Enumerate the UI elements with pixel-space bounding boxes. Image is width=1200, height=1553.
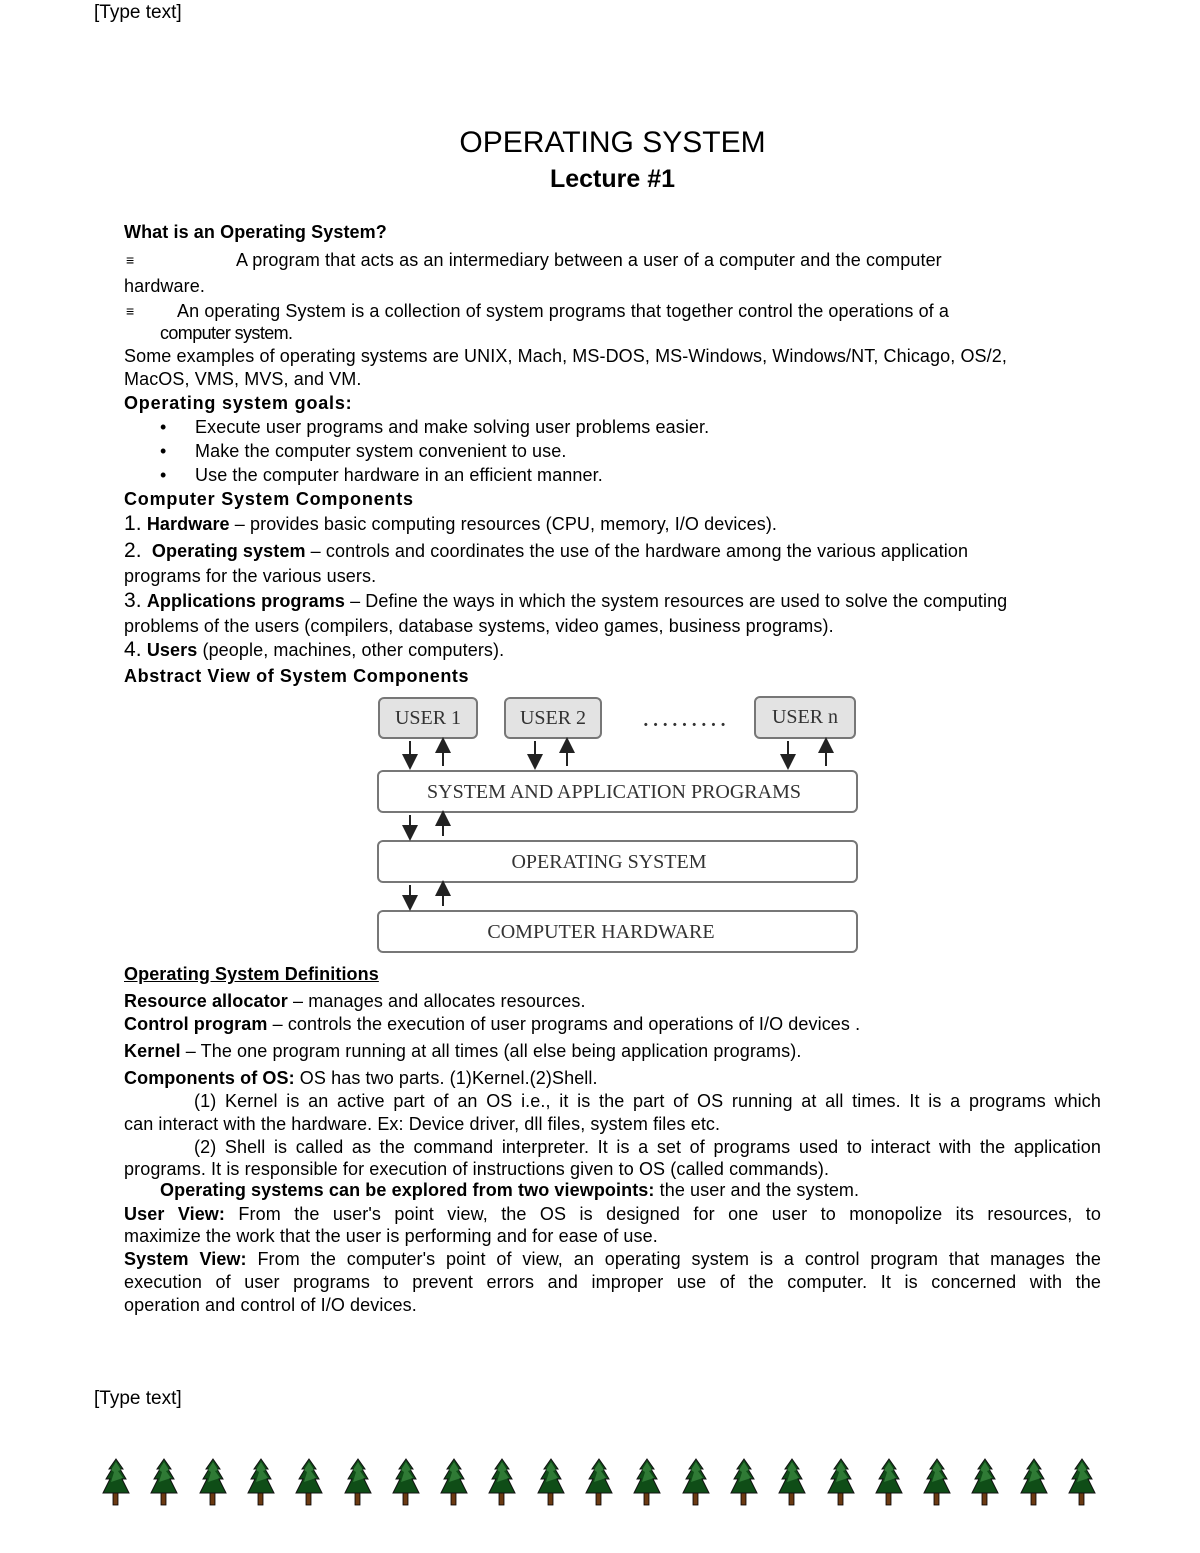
paragraph-line: execution of user programs to prevent errors and improper use of the computer. It is concerned with the [124,1272,1101,1292]
paragraph-line: problems of the users (compilers, database systems, video games, business programs). [124,616,834,636]
tree-icon [584,1458,614,1506]
tree-icon [970,1458,1000,1506]
bullet-dot: • [160,441,167,461]
definition: Kernel – The one program running at all times (all else being application programs). [124,1041,802,1061]
page-title: OPERATING SYSTEM [459,126,766,159]
list-item: 3. Applications programs – Define the ways in which the system resources are used to solve the computing [124,589,1008,612]
tree-icon [922,1458,952,1506]
layer-label: COMPUTER HARDWARE [487,921,715,943]
section-heading: Operating System Definitions [124,964,379,984]
tree-icon [536,1458,566,1506]
tree-icon [632,1458,662,1506]
paragraph-line: operation and control of I/O devices. [124,1295,417,1315]
section-heading: Computer System Components [124,489,414,509]
tree-icon [1067,1458,1097,1506]
tree-icon [681,1458,711,1506]
tree-icon [777,1458,807,1506]
tree-icon [343,1458,373,1506]
tree-icon [874,1458,904,1506]
bullet-dot: • [160,465,167,485]
paragraph-line: A program that acts as an intermediary between a user of a computer and the computer [236,250,942,270]
layer-label: OPERATING SYSTEM [511,851,707,873]
paragraph-line: User View: From the user's point view, the OS is designed for one user to monopolize its resources, to [124,1204,1101,1224]
footer-text: [Type text] [94,1388,182,1409]
tree-icon [294,1458,324,1506]
tree-icon [246,1458,276,1506]
section-heading: Abstract View of System Components [124,666,470,686]
tree-icon [101,1458,131,1506]
tree-icon [826,1458,856,1506]
list-item: 2. Operating system – controls and coordinates the use of the hardware among the various application [124,539,969,562]
tree-icon [487,1458,517,1506]
list-item: Use the computer hardware in an efficient manner. [195,465,603,485]
tree-icon [198,1458,228,1506]
paragraph-line: computer system. [160,323,293,343]
section-heading: Operating system goals: [124,393,353,413]
bullet-icon: ≡ [126,303,135,319]
user-label: USER 2 [519,707,587,729]
paragraph-line: System View: From the computer's point of view, an operating system is a control program that manages the [124,1249,1101,1269]
page-subtitle: Lecture #1 [549,165,676,193]
tree-icon [149,1458,179,1506]
section-heading: What is an Operating System? [124,222,387,242]
paragraph-line: (2) Shell is called as the command interpreter. It is a set of programs used to interact with the application [194,1137,1101,1157]
paragraph-line: can interact with the hardware. Ex: Device driver, dll files, system files etc. [124,1114,721,1134]
layer-label: SYSTEM AND APPLICATION PROGRAMS [427,781,801,803]
tree-icon [439,1458,469,1506]
list-item: Execute user programs and make solving user problems easier. [195,417,710,437]
user-label: USER n [771,706,839,728]
paragraph-line: maximize the work that the user is performing and for ease of use. [124,1226,658,1246]
bullet-icon: ≡ [126,252,135,268]
list-item: 1. Hardware – provides basic computing resources (CPU, memory, I/O devices). [124,512,778,535]
definition: Resource allocator – manages and allocates resources. [124,991,586,1011]
paragraph-line: Some examples of operating systems are UNIX, Mach, MS-DOS, MS-Windows, Windows/NT, Chicago, OS/2, [124,346,1007,366]
list-item: 4. Users (people, machines, other computers). [124,638,505,661]
header-text: [Type text] [94,2,182,23]
definition: Control program – controls the execution of user programs and operations of I/O devices . [124,1014,861,1034]
tree-icon [729,1458,759,1506]
bullet-dot: • [160,417,167,437]
paragraph-line: An operating System is a collection of system programs that together control the operations of a [177,301,949,321]
definition: Components of OS: OS has two parts. (1)Kernel.(2)Shell. [124,1068,598,1088]
paragraph-line: hardware. [124,276,205,296]
tree-icon [391,1458,421,1506]
user-label: USER 1 [394,707,462,729]
paragraph-line: MacOS, VMS, MVS, and VM. [124,369,362,389]
ellipsis: ········· [641,710,729,739]
definition: Operating systems can be explored from two viewpoints: the user and the system. [160,1180,860,1200]
paragraph-line: (1) Kernel is an active part of an OS i.e., it is the part of OS running at all times. It is a programs which [194,1091,1101,1111]
paragraph-line: programs for the various users. [124,566,377,586]
tree-icon [1019,1458,1049,1506]
list-item: Make the computer system convenient to use. [195,441,567,461]
paragraph-line: programs. It is responsible for execution of instructions given to OS (called commands). [124,1159,830,1179]
